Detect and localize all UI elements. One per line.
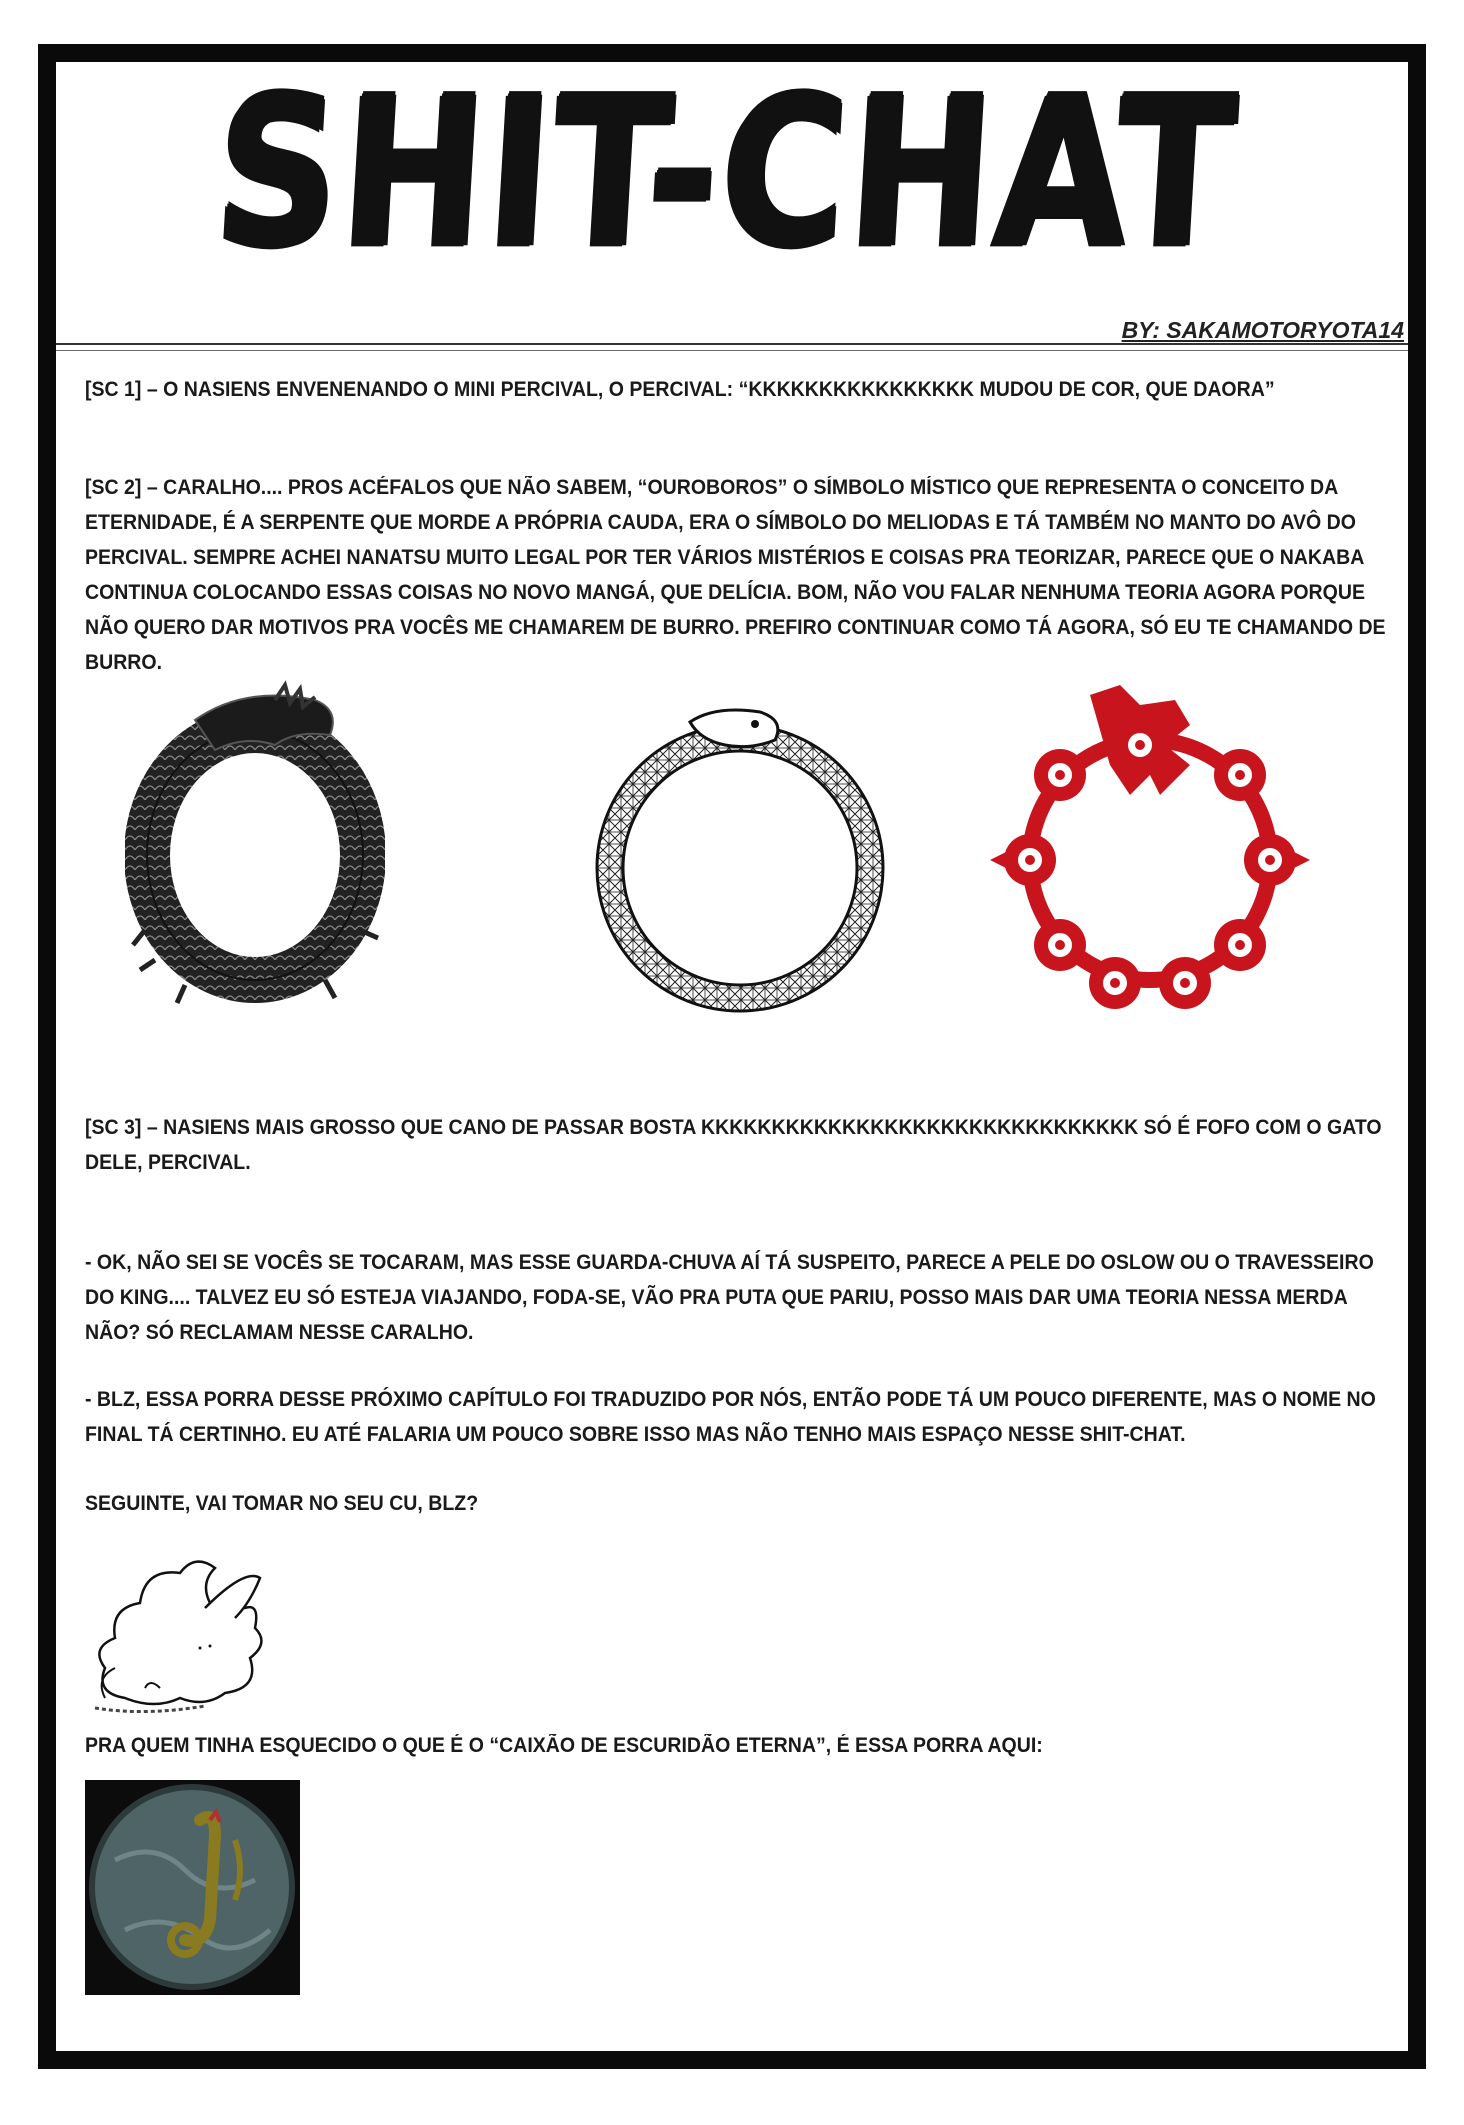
paragraph-coffin: PRA QUEM TINHA ESQUECIDO O QUE É O “CAIXÃO DE ESCURIDÃO ETERNA”, É ESSA PORRA AQUI: <box>85 1734 1043 1757</box>
paragraph-sc2: [SC 2] – CARALHO.... PROS ACÉFALOS QUE NÃO SABEM, “OUROBOROS” O SÍMBOLO MÍSTICO QUE REPRESENTA O CONCEITO DA ETERNIDADE, É A SERPENTE QUE MORDE A PRÓPRIA CAUDA, ERA O SÍMBOLO DO MELIODAS E TÁ TAMBÉM NO MANTO DO AVÔ DO PERCIVAL. SEMPRE ACHEI NANATSU MUITO LEGAL POR TER VÁRIOS MISTÉRIOS E COISAS PRA TEORIZAR, PARECE QUE O NAKABA CONTINUA COLOCANDO ESSAS COISAS NO NOVO MANGÁ, QUE DELÍCIA. BOM, NÃO VOU FALAR NENHUMA TEORIA AGORA PORQUE NÃO QUERO DAR MOTIVOS PRA VOCÊS ME CHAMAREM DE BURRO. PREFIRO CONTINUAR COMO TÁ AGORA, SÓ EU TE CHAMANDO DE BURRO. <box>85 476 1386 674</box>
creature-sketch-illustration <box>85 1548 275 1718</box>
ouroboros-dragon-illustration <box>125 680 385 1010</box>
author-byline: BY: SAKAMOTORYOTA14 <box>1121 317 1404 343</box>
coffin-of-eternal-darkness-image <box>85 1780 300 1995</box>
page-title: SHIT-CHAT <box>208 52 1244 294</box>
ouroboros-snake-illustration <box>585 700 895 1020</box>
page-frame <box>38 44 1426 2069</box>
paragraph-closing: SEGUINTE, VAI TOMAR NO SEU CU, BLZ? <box>85 1492 479 1515</box>
ouroboros-red-emblem <box>990 685 1310 1025</box>
divider <box>56 350 1408 351</box>
paragraph-note-umbrella: - OK, NÃO SEI SE VOCÊS SE TOCARAM, MAS ESSE GUARDA-CHUVA AÍ TÁ SUSPEITO, PARECE A PELE DO OSLOW OU O TRAVESSEIRO DO KING.... TALVEZ EU SÓ ESTEJA VIAJANDO, FODA-SE, VÃO PRA PUTA QUE PARIU, POSSO MAIS DAR UMA TEORIA NESSA MERDA NÃO? SÓ RECLAMAM NESSE CARALHO. <box>85 1251 1374 1344</box>
paragraph-sc1: [SC 1] – O NASIENS ENVENENANDO O MINI PERCIVAL, O PERCIVAL: “KKKKKKKKKKKKKKKK MUDOU DE COR, QUE DAORA” <box>85 378 1275 401</box>
paragraph-sc3: [SC 3] – NASIENS MAIS GROSSO QUE CANO DE PASSAR BOSTA KKKKKKKKKKKKKKKKKKKKKKKKKKKKKKK SÓ É FOFO COM O GATO DELE, PERCIVAL. <box>85 1116 1382 1174</box>
paragraph-note-translation: - BLZ, ESSA PORRA DESSE PRÓXIMO CAPÍTULO FOI TRADUZIDO POR NÓS, ENTÃO PODE TÁ UM POUCO DIFERENTE, MAS O NOME NO FINAL TÁ CERTINHO. EU ATÉ FALARIA UM POUCO SOBRE ISSO MAS NÃO TENHO MAIS ESPAÇO NESSE SHIT-CHAT. <box>85 1388 1376 1446</box>
